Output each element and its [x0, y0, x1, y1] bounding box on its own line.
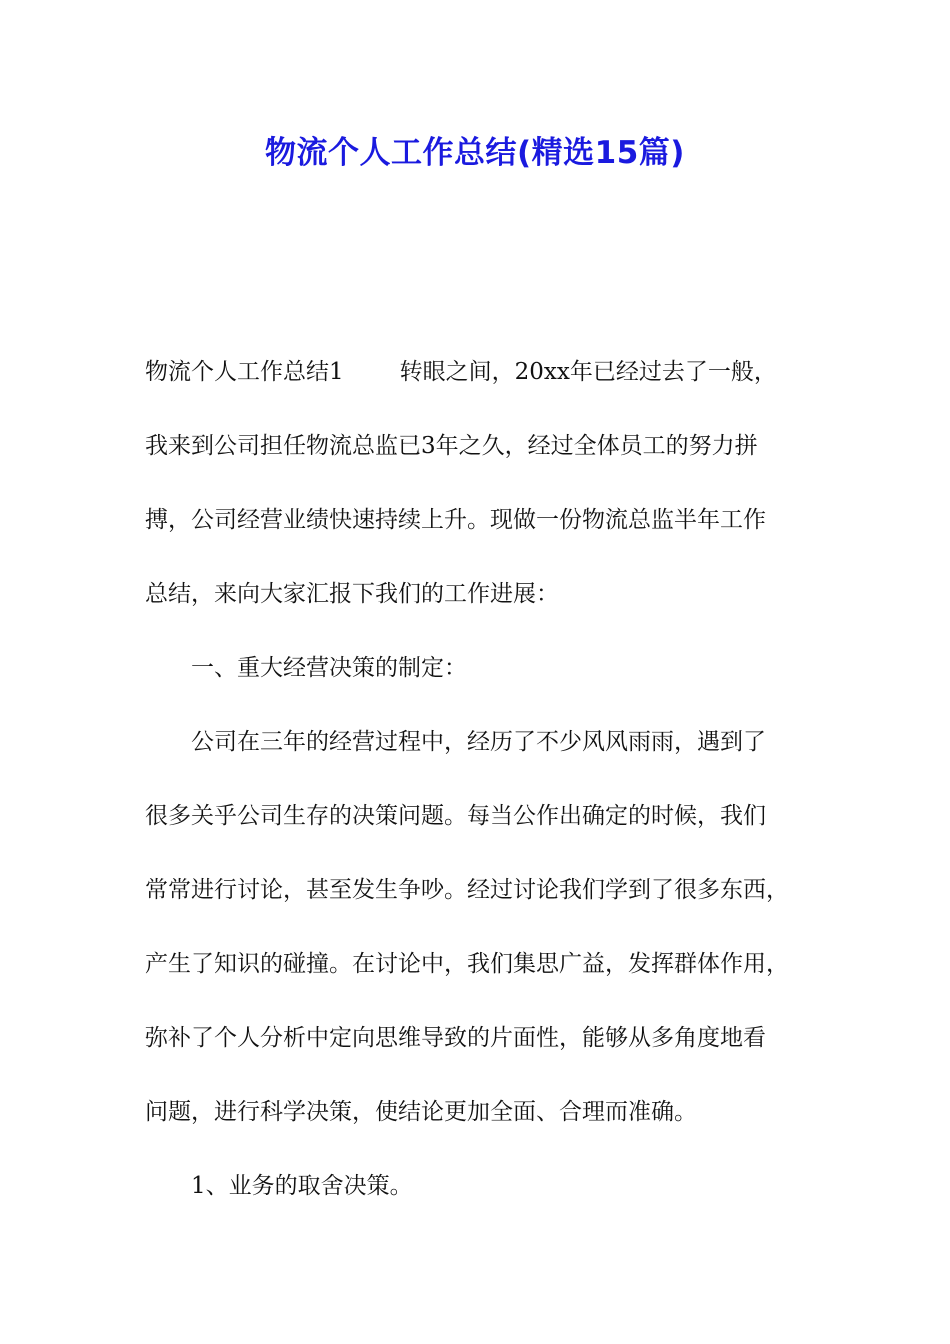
- paragraph-line: 产生了知识的碰撞。在讨论中，我们集思广益，发挥群体作用，: [145, 951, 789, 977]
- paragraph-line: 问题，进行科学决策，使结论更加全面、合理而准确。: [145, 1099, 697, 1125]
- list-item-heading: 1、业务的取舍决策。: [191, 1173, 413, 1199]
- subsection-heading: 一、重大经营决策的制定：: [191, 655, 467, 681]
- paragraph-line: 搏，公司经营业绩快速持续上升。现做一份物流总监半年工作: [145, 507, 766, 533]
- paragraph-line: 很多关乎公司生存的决策问题。每当公作出确定的时候，我们: [145, 803, 766, 829]
- paragraph-line: 弥补了个人分析中定向思维导致的片面性，能够从多角度地看: [145, 1025, 766, 1051]
- paragraph-line: [145, 335, 825, 409]
- paragraph-line: 公司在三年的经营过程中，经历了不少风风雨雨，遇到了: [191, 729, 766, 755]
- paragraph-line: 总结，来向大家汇报下我们的工作进展：: [145, 581, 559, 607]
- paragraph-line: 我来到公司担任物流总监已3年之久，经过全体员工的努力拼: [145, 433, 758, 459]
- paragraph-line: 常常进行讨论，甚至发生争吵。经过讨论我们学到了很多东西，: [145, 877, 789, 903]
- document-title: 物流个人工作总结(精选15篇): [265, 135, 685, 171]
- document-body: [145, 335, 825, 1223]
- paragraph-text: 转眼之间，20xx年已经过去了一般，: [399, 359, 777, 385]
- section-heading: 物流个人工作总结1: [145, 359, 344, 385]
